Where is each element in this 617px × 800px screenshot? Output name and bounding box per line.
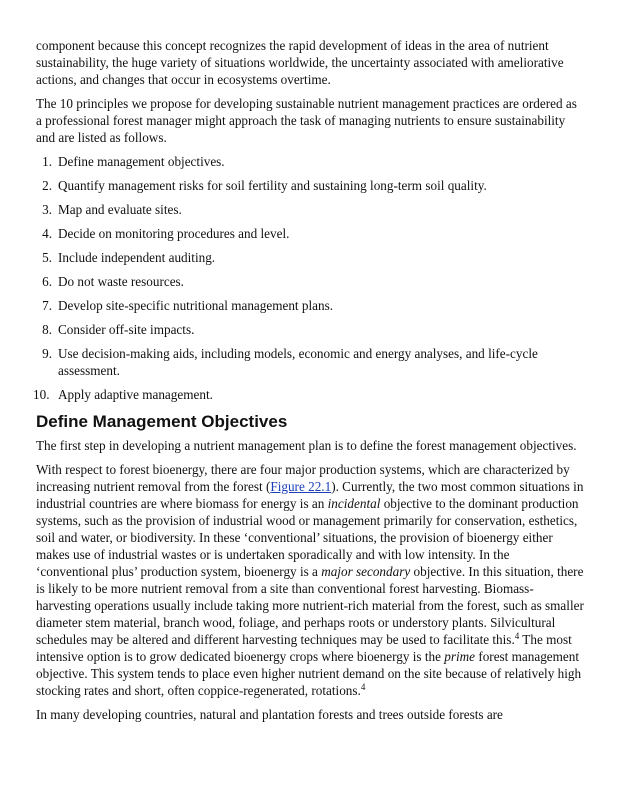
footnote-reference: 4 [360, 682, 366, 692]
list-item-text: Map and evaluate sites. [58, 202, 182, 217]
section-paragraph-2 [36, 461, 584, 699]
list-item-number: 9. [42, 346, 52, 361]
footnote-reference: 4 [514, 631, 520, 641]
list-item [36, 321, 584, 338]
list-item-number: 3. [42, 202, 52, 217]
intro-paragraph-2: The 10 principles we propose for developing sustainable nutrient management practices are ordered as a professional forest manager might approach the task of managing nutrients to ensure sustainability and are listed as follows. [36, 96, 577, 145]
section-heading: Define Management Objectives [36, 412, 288, 431]
list-item [36, 177, 584, 194]
section-paragraph-3: In many developing countries, natural and plantation forests and trees outside forests are [36, 707, 503, 722]
list-item-number: 10. [33, 387, 50, 402]
list-item-text: Define management objectives. [58, 154, 225, 169]
paragraph-text: objective to the dominant production systems, such as the provision of industrial wood or management primarily for conservation, esthetics, soil and water, or biodiversity. In these ‘conventional’ situations, the provision of bioenergy either makes use of industrial wastes or is undertaken sporadically and with low intensity. In the ‘conventional plus’ production system, bioenergy is a [36, 496, 579, 579]
list-item [36, 249, 584, 266]
emphasis-text: major secondary [321, 564, 411, 579]
list-item-text: Consider off-site impacts. [58, 322, 195, 337]
list-item-number: 1. [42, 154, 52, 169]
list-item [36, 345, 584, 379]
list-item [36, 225, 584, 242]
list-item-text: Include independent auditing. [58, 250, 216, 265]
section-paragraph-1: The first step in developing a nutrient management plan is to define the forest management objectives. [36, 438, 577, 453]
document-page [33, 37, 584, 730]
list-item [36, 201, 584, 218]
paragraph-text: The most intensive option is to grow dedicated bioenergy crops where bioenergy is the [36, 632, 572, 664]
list-item [36, 153, 584, 170]
principles-list [33, 153, 584, 403]
list-item-text: Develop site-specific nutritional management plans. [58, 298, 334, 313]
list-item-number: 4. [42, 226, 52, 241]
list-item-text: Apply adaptive management. [58, 387, 213, 402]
paragraph-text: ). Currently, the two most common situations in industrial countries are where biomass for energy is an [36, 479, 584, 511]
paragraph-text: With respect to forest bioenergy, there are four major production systems, which are characterized by increasing nutrient removal from the forest ( [36, 462, 570, 494]
paragraph-text: forest management objective. This system tends to place even higher nutrient demand on the site because of relatively high stocking rates and short, often coppice-regenerated, rotations. [36, 649, 582, 698]
list-item-text: Decide on monitoring procedures and level. [58, 226, 290, 241]
figure-reference-link[interactable]: Figure 22.1 [270, 479, 332, 494]
list-item-number: 7. [42, 298, 52, 313]
list-item-text: Quantify management risks for soil fertility and sustaining long-term soil quality. [58, 178, 487, 193]
list-item-number: 6. [42, 274, 52, 289]
list-item-number: 2. [42, 178, 52, 193]
list-item-number: 8. [42, 322, 52, 337]
list-item [36, 273, 584, 290]
list-item-text: Use decision-making aids, including models, economic and energy analyses, and life-cycle assessment. [58, 346, 538, 378]
list-item [33, 386, 584, 403]
list-item [36, 297, 584, 314]
list-item-number: 5. [42, 250, 52, 265]
intro-paragraph-1: component because this concept recognizes the rapid development of ideas in the area of nutrient sustainability, the huge variety of situations worldwide, the uncertainty associated with ameliorative actions, and changes that occur in ecosystems overtime. [36, 38, 564, 87]
emphasis-text: incidental [327, 496, 381, 511]
paragraph-text: objective. In this situation, there is likely to be more nutrient removal from a site than conventional forest harvesting. Biomass-harvesting operations usually include taking more nutrient-rich material from the forest, such as smaller diameter stem material, branch wood, foliage, and perhaps roots or understory plants. Silvicultural schedules may be altered and different harvesting techniques may be used to facilitate this. [36, 564, 584, 647]
list-item-text: Do not waste resources. [58, 274, 184, 289]
emphasis-text: prime [444, 649, 476, 664]
